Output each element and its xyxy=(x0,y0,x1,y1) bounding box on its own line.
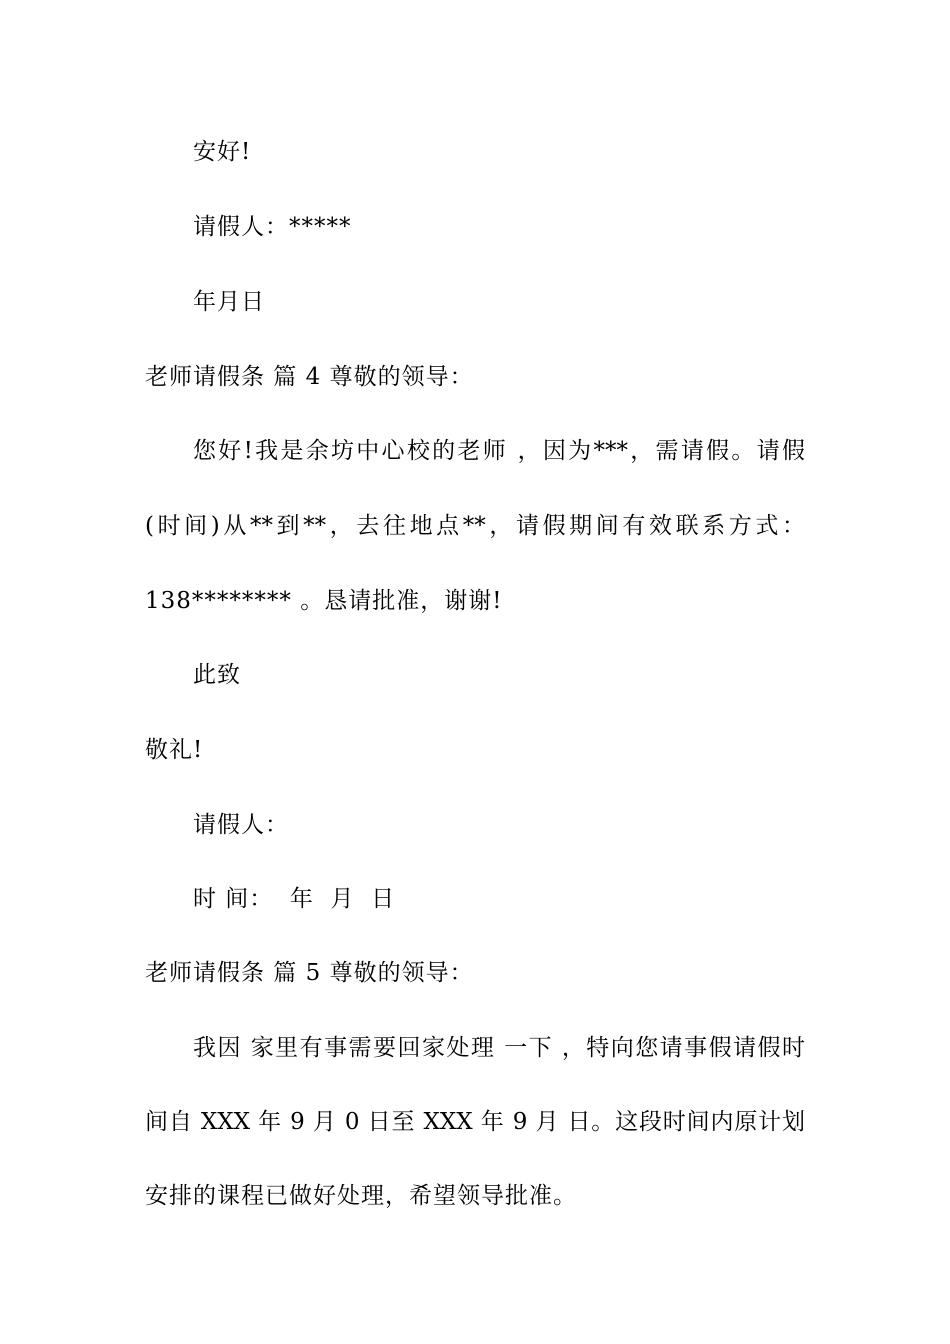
body-paragraph-line: (时间)从**到**，去往地点**，请假期间有效联系方式： xyxy=(145,513,805,539)
body-paragraph-line: 我因 家里有事需要回家处理 一下 ，特向您请事假请假时 xyxy=(193,1035,805,1061)
date-line: 年月日 xyxy=(193,289,265,315)
regards: 敬礼! xyxy=(145,737,204,763)
closing-greeting: 安好! xyxy=(193,139,252,165)
section-heading-5: 老师请假条 篇 5 尊敬的领导： xyxy=(145,960,474,986)
salutation: 此致 xyxy=(193,662,241,688)
date-line: 时 间： 年 月 日 xyxy=(193,886,396,912)
body-paragraph-line: 间自 XXX 年 9 月 0 日至 XXX 年 9 月 日。这段时间内原计划 xyxy=(145,1109,805,1135)
section-heading-4: 老师请假条 篇 4 尊敬的领导： xyxy=(145,364,474,390)
body-paragraph-line: 安排的课程已做好处理，希望领导批准。 xyxy=(145,1183,577,1209)
body-paragraph-line: 您好!我是余坊中心校的老师 ，因为***，需请假。请假 xyxy=(193,438,805,464)
body-paragraph-line: 138******** 。恳请批准，谢谢! xyxy=(145,588,503,614)
applicant-line: 请假人： xyxy=(193,812,289,838)
applicant-line: 请假人：***** xyxy=(193,214,352,240)
